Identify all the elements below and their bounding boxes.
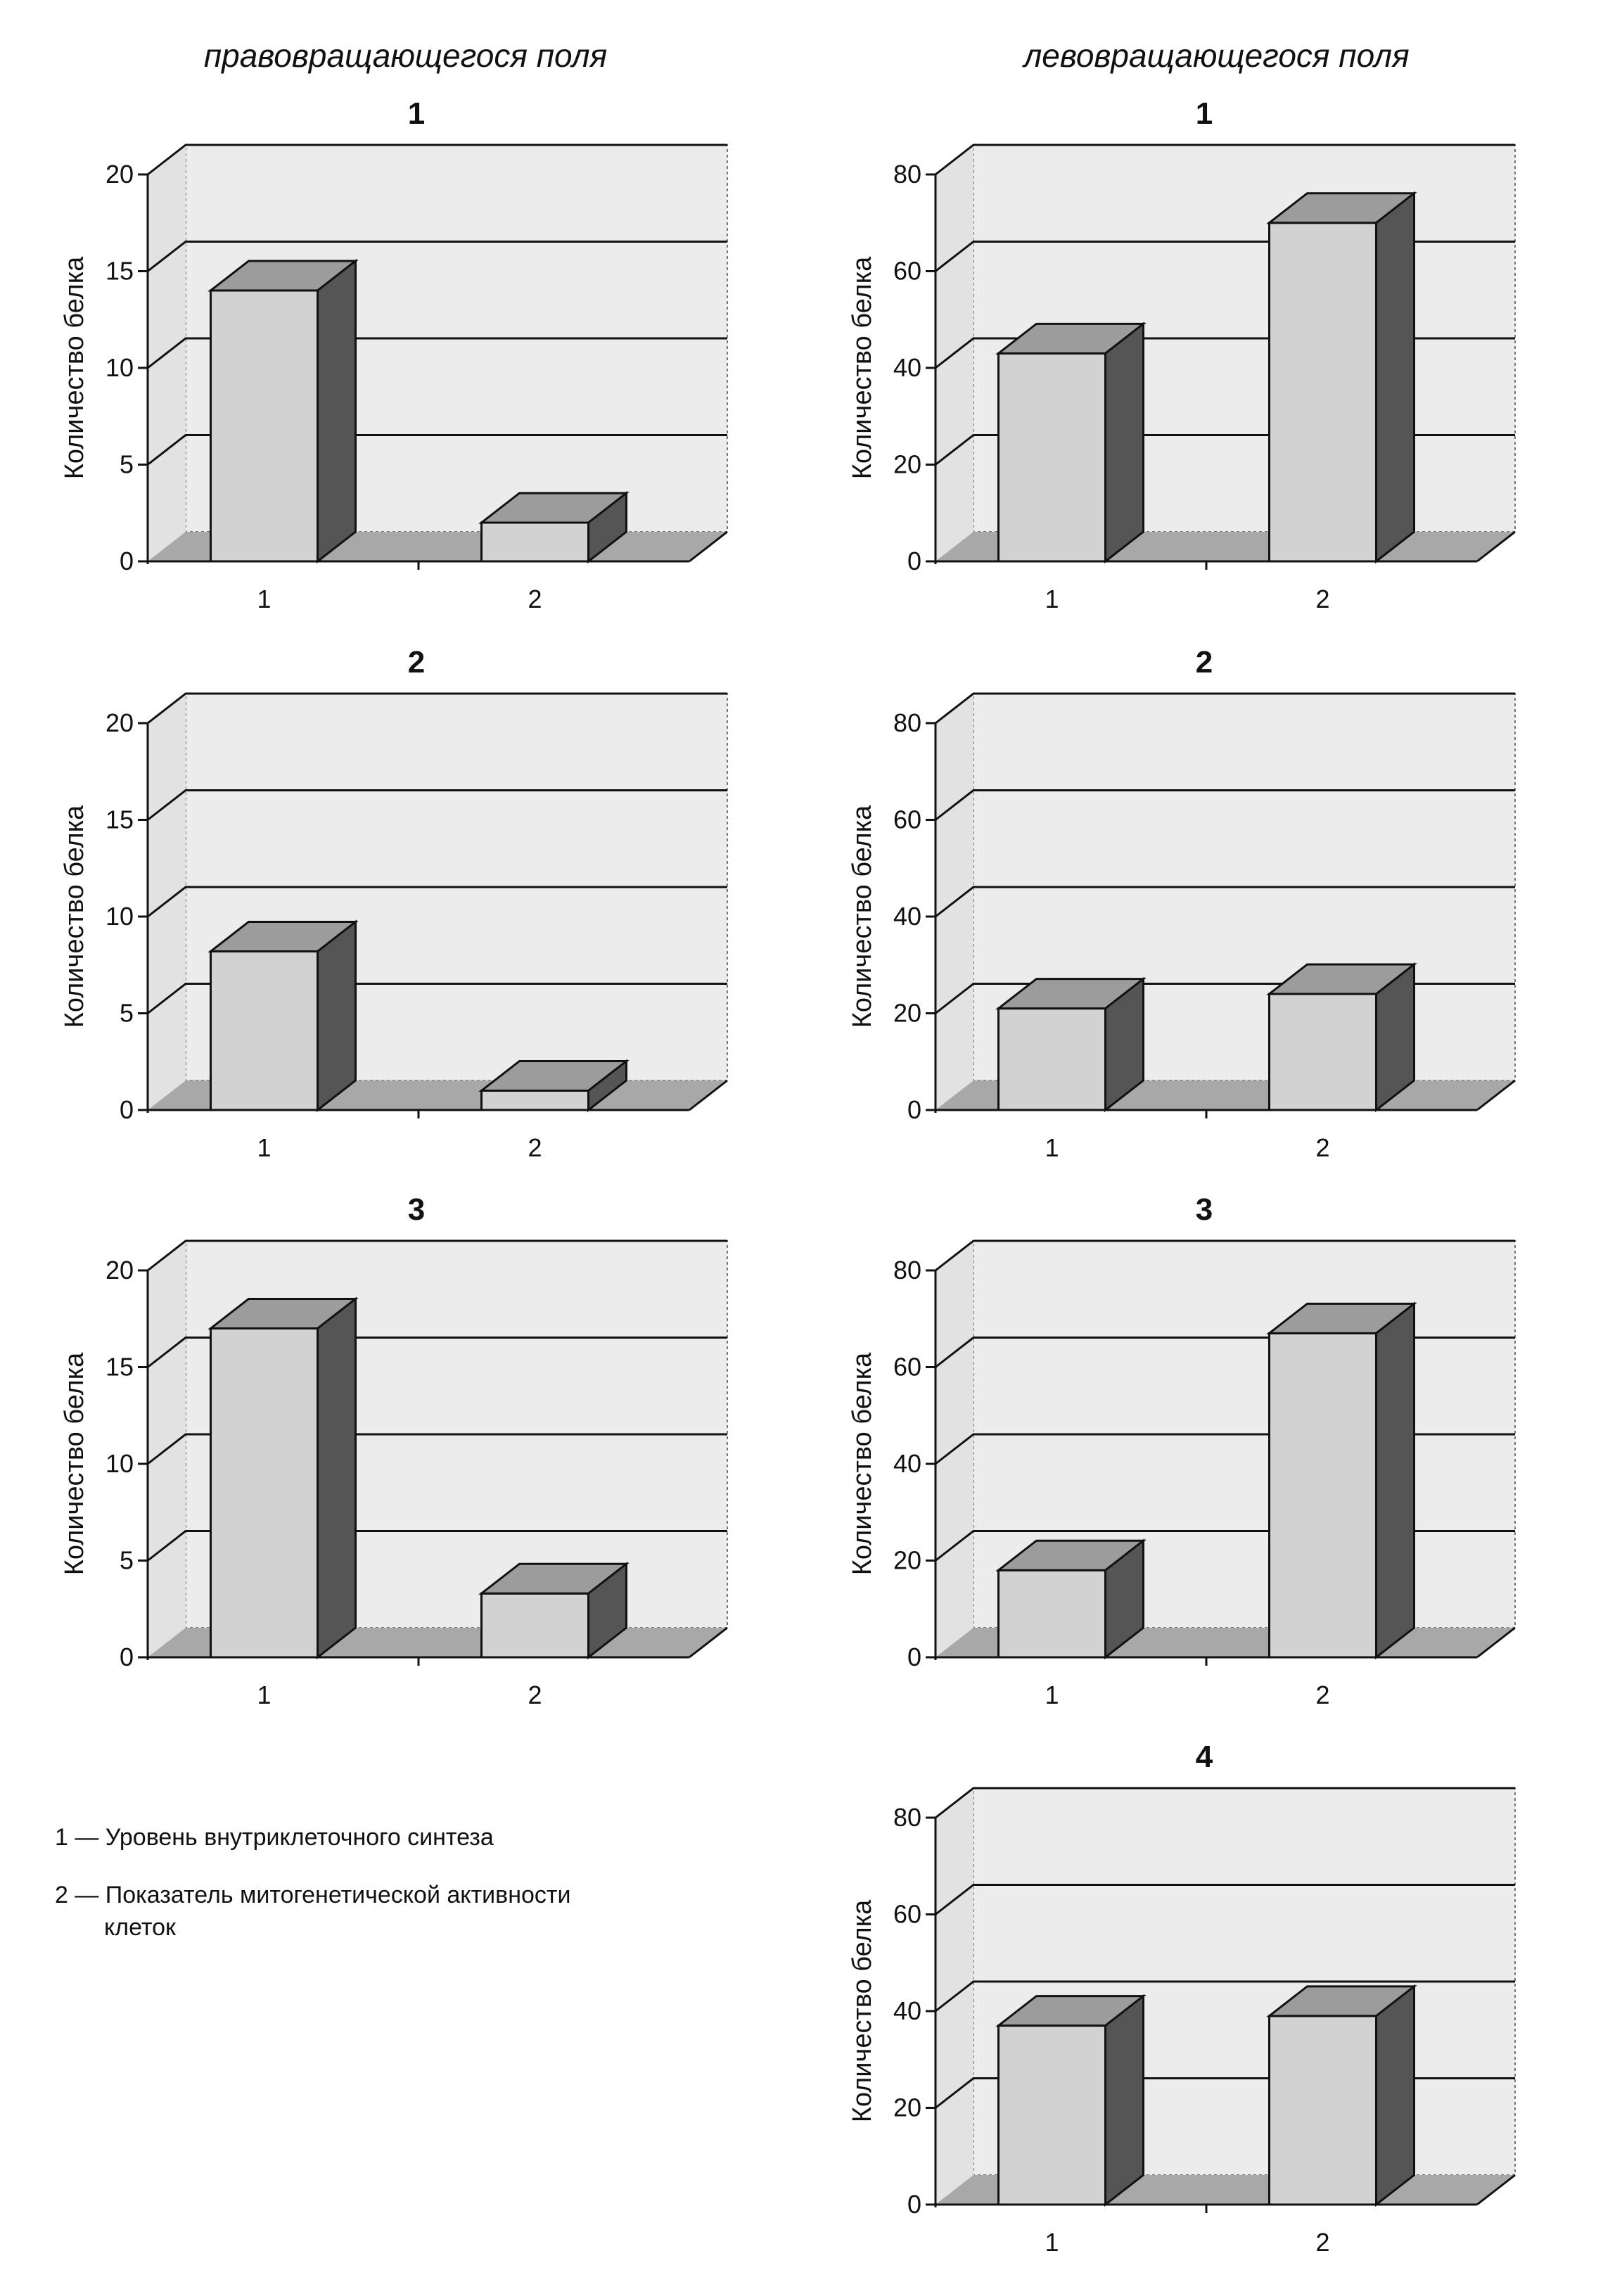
- y-tick-label: 0: [907, 1643, 921, 1671]
- bar-front: [999, 2026, 1106, 2205]
- legend-item-2: [55, 1880, 570, 1944]
- y-tick-label: 20: [893, 1545, 921, 1575]
- x-tick-label: 1: [1045, 585, 1059, 613]
- y-tick-label: 15: [105, 256, 134, 286]
- y-tick-label: 15: [105, 1352, 134, 1382]
- bar-chart-svg: [830, 632, 1576, 1166]
- y-axis-label: Количество белка: [848, 1352, 877, 1576]
- bar-front: [211, 952, 318, 1111]
- y-tick-label: 60: [893, 1352, 921, 1382]
- y-axis-label: Количество белка: [60, 256, 89, 480]
- x-tick-label: 2: [1315, 2228, 1330, 2257]
- bar-front: [1270, 223, 1377, 561]
- y-tick-label: 80: [893, 708, 921, 737]
- bar-2: [1270, 1986, 1415, 2205]
- chart-dextro-1: [42, 83, 788, 618]
- bar-front: [211, 291, 318, 561]
- bar-1: [211, 922, 356, 1111]
- chart-title: 1: [1195, 96, 1213, 131]
- bar-1: [999, 324, 1144, 561]
- y-tick-label: 5: [119, 449, 134, 479]
- left-column-heading: правовращающегося поля: [203, 37, 608, 74]
- y-tick-label: 10: [105, 353, 134, 382]
- y-tick-label: 5: [119, 1545, 134, 1575]
- y-tick-label: 0: [907, 1095, 921, 1124]
- chart-title: 3: [407, 1192, 426, 1227]
- bar-2: [1270, 964, 1415, 1110]
- legend-item-2-text: 2 — Показатель митогенетической активности: [55, 1881, 571, 1908]
- legend: [55, 1822, 570, 1970]
- chart-dextro-2: [42, 632, 788, 1166]
- y-tick-label: 80: [893, 1803, 921, 1832]
- y-tick-label: 10: [105, 1449, 134, 1478]
- bar-chart-svg: [830, 1179, 1576, 1714]
- x-tick-label: 1: [1045, 1680, 1059, 1709]
- y-tick-label: 40: [893, 1996, 921, 2025]
- bar-front: [482, 1091, 589, 1111]
- bar-front: [999, 1009, 1106, 1110]
- y-tick-label: 80: [893, 1256, 921, 1284]
- chart-title: 2: [407, 645, 426, 680]
- chart-title: 1: [407, 96, 426, 131]
- bar-front: [999, 1570, 1106, 1657]
- bar-1: [999, 1996, 1144, 2205]
- y-tick-label: 0: [119, 547, 134, 575]
- bar-chart-svg: [42, 83, 788, 618]
- bar-side: [1106, 324, 1144, 561]
- legend-item-1: 1 — Уровень внутриклеточного синтеза: [55, 1824, 494, 1851]
- x-tick-label: 1: [257, 1133, 272, 1162]
- y-tick-label: 60: [893, 256, 921, 286]
- bar-2: [1270, 1303, 1415, 1657]
- x-tick-label: 1: [1045, 1133, 1059, 1162]
- y-tick-label: 15: [105, 805, 134, 834]
- bar-side: [318, 922, 356, 1111]
- chart-title: 2: [1195, 645, 1213, 680]
- bar-1: [211, 1299, 356, 1658]
- chart-title: 4: [1195, 1740, 1213, 1774]
- y-tick-label: 80: [893, 160, 921, 189]
- y-tick-label: 20: [105, 708, 134, 737]
- bar-side: [318, 1299, 356, 1658]
- x-tick-label: 2: [528, 1680, 542, 1709]
- y-tick-label: 20: [893, 998, 921, 1028]
- chart-levo-1: [830, 83, 1576, 618]
- bar-front: [482, 523, 589, 561]
- bar-1: [999, 979, 1144, 1110]
- y-tick-label: 60: [893, 805, 921, 834]
- bar-chart-svg: [830, 1726, 1576, 2261]
- chart-levo-2: [830, 632, 1576, 1166]
- bar-chart-svg: [42, 1179, 788, 1714]
- y-tick-label: 40: [893, 353, 921, 382]
- bar-1: [211, 261, 356, 561]
- x-tick-label: 2: [1315, 1680, 1330, 1709]
- y-tick-label: 20: [105, 160, 134, 189]
- x-tick-label: 1: [257, 585, 272, 613]
- bar-side: [1377, 1986, 1415, 2205]
- bar-1: [999, 1541, 1144, 1657]
- y-tick-label: 0: [119, 1095, 134, 1124]
- bar-chart-svg: [42, 632, 788, 1166]
- bar-front: [1270, 2016, 1377, 2205]
- y-tick-label: 20: [893, 2093, 921, 2122]
- y-tick-label: 0: [907, 547, 921, 575]
- y-axis-label: Количество белка: [848, 256, 877, 480]
- bar-front: [999, 353, 1106, 561]
- y-tick-label: 40: [893, 902, 921, 931]
- bar-2: [1270, 193, 1415, 561]
- x-tick-label: 2: [1315, 1133, 1330, 1162]
- x-tick-label: 2: [528, 585, 542, 613]
- y-tick-label: 20: [893, 449, 921, 479]
- y-tick-label: 60: [893, 1899, 921, 1929]
- chart-levo-4: [830, 1726, 1576, 2261]
- y-tick-label: 5: [119, 998, 134, 1028]
- x-tick-label: 1: [257, 1680, 272, 1709]
- y-tick-label: 0: [907, 2190, 921, 2219]
- bar-2: [482, 1564, 627, 1657]
- right-column-heading: левовращающегося поля: [1023, 37, 1410, 74]
- y-tick-label: 0: [119, 1643, 134, 1671]
- bar-side: [1377, 193, 1415, 561]
- chart-dextro-3: [42, 1179, 788, 1714]
- bar-front: [211, 1329, 318, 1658]
- y-axis-label: Количество белка: [848, 1899, 877, 2123]
- bar-front: [1270, 1333, 1377, 1657]
- bar-chart-svg: [830, 83, 1576, 618]
- y-tick-label: 10: [105, 902, 134, 931]
- bar-side: [1377, 1303, 1415, 1657]
- bar-side: [318, 261, 356, 561]
- bar-side: [1106, 1996, 1144, 2205]
- bar-front: [1270, 994, 1377, 1110]
- legend-item-2-continuation: клеток: [104, 1913, 176, 1941]
- bar-front: [482, 1593, 589, 1657]
- x-tick-label: 2: [1315, 585, 1330, 613]
- y-tick-label: 20: [105, 1256, 134, 1284]
- y-axis-label: Количество белка: [848, 805, 877, 1028]
- chart-levo-3: [830, 1179, 1576, 1714]
- x-tick-label: 2: [528, 1133, 542, 1162]
- x-tick-label: 1: [1045, 2228, 1059, 2257]
- y-axis-label: Количество белка: [60, 805, 89, 1028]
- y-axis-label: Количество белка: [60, 1352, 89, 1576]
- y-tick-label: 40: [893, 1449, 921, 1478]
- chart-title: 3: [1195, 1192, 1213, 1227]
